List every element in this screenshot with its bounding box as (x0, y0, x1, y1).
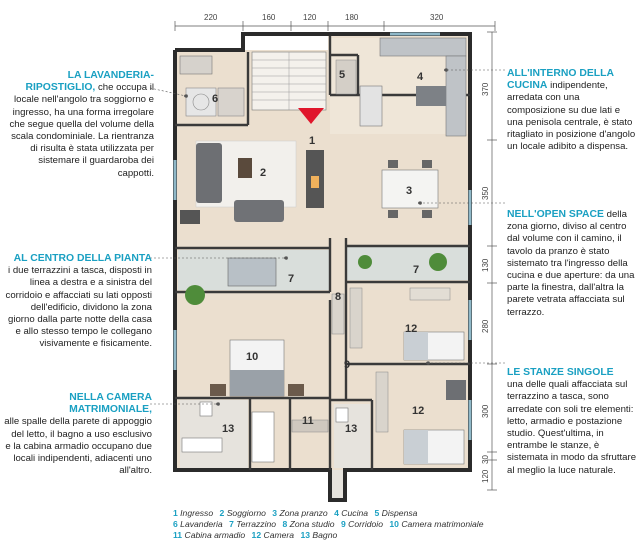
legend-label: Dispensa (381, 508, 418, 518)
legend-number: 5 (374, 508, 380, 518)
legend-number: 13 (300, 530, 311, 540)
legend-label: Corridoio (348, 519, 383, 529)
room-number: 13 (222, 423, 235, 435)
callout-text: i due terrazzini a tasca, disposti in linea a destra e a sinistra del corridoio e affacciati su lati opposti dell'edificio, dividono la zona giorno dalla parte notte della casa e allo stesso tempo le collegano visivamente e fisicamente. (5, 265, 152, 350)
legend-label: Cucina (341, 508, 369, 518)
legend-label: Cabina armadio (184, 530, 246, 540)
dim-right-3: 130 (481, 258, 490, 272)
dim-top-4: 180 (345, 13, 359, 22)
legend-item (334, 508, 368, 518)
callout-text: indipendente, arredata con una composizione su due lati e una penisola centrale, è stato ritagliato in posizione d'angolo un locale adibito a dispensa. (507, 80, 636, 153)
callout-heading: LA LAVANDERIA-RIPOSTIGLIO, (25, 70, 154, 94)
legend-label: Bagno (312, 530, 338, 540)
legend-label: Lavanderia (180, 519, 223, 529)
legend-item (300, 530, 337, 540)
room-number: 5 (339, 69, 346, 81)
dim-right-1: 370 (481, 82, 490, 96)
legend-item (374, 508, 417, 518)
legend-label: Camera matrimoniale (401, 519, 484, 529)
legend (173, 508, 503, 541)
dim-top-2: 160 (262, 13, 276, 22)
dimension-line-top (175, 13, 495, 31)
room-number: 10 (246, 351, 259, 363)
dimension-line-right (481, 32, 497, 490)
legend-item (173, 530, 245, 540)
room-number: 7 (288, 273, 295, 285)
room-number: 8 (335, 291, 342, 303)
legend-item (282, 519, 334, 529)
legend-label: Soggiorno (226, 508, 266, 518)
room-number: 4 (417, 71, 424, 83)
legend-number: 7 (229, 519, 234, 529)
legend-number: 4 (334, 508, 339, 518)
room-number: 12 (405, 323, 418, 335)
dim-top-3: 120 (303, 13, 317, 22)
callout-text: alle spalle della parete di appoggio del letto, il bagno a uso esclusivo e la cabina armadio occupano due locali indipendenti, adiacenti uno all'altro. (4, 416, 152, 477)
legend-item (272, 508, 327, 518)
legend-item (229, 519, 276, 529)
dim-right-6: 30 (481, 455, 490, 464)
dim-right-2: 350 (481, 186, 490, 200)
legend-label: Zona studio (289, 519, 335, 529)
staircase (252, 52, 326, 110)
room-number: 9 (344, 359, 351, 371)
room-number: 12 (412, 405, 425, 417)
callout-camera (4, 392, 152, 477)
legend-number: 8 (282, 519, 288, 529)
room-number: 7 (413, 264, 420, 276)
callout-heading: ALL'INTERNO DELLA CUCINA (507, 68, 614, 92)
legend-number: 9 (340, 519, 346, 529)
room-number: 2 (260, 167, 267, 179)
dim-right-7: 120 (481, 469, 490, 483)
callout-heading: LE STANZE SINGOLE (507, 367, 614, 378)
legend-item (252, 530, 295, 540)
legend-label: Zona pranzo (279, 508, 328, 518)
dim-right-5: 300 (481, 404, 490, 418)
dim-right-4: 280 (481, 319, 490, 333)
legend-item (220, 508, 266, 518)
room-number: 6 (212, 93, 219, 105)
legend-label: Terrazzino (236, 519, 277, 529)
callout-lavanderia (4, 70, 154, 180)
room-number: 11 (302, 415, 314, 427)
legend-label: Camera (263, 530, 295, 540)
legend-number: 1 (173, 508, 178, 518)
legend-number: 3 (272, 508, 278, 518)
legend-item (173, 519, 223, 529)
callout-heading: NELLA CAMERA MATRIMONIALE, (69, 392, 152, 416)
callout-openspace (507, 209, 637, 319)
legend-item (173, 508, 213, 518)
dim-top-5: 320 (430, 13, 444, 22)
room-number: 13 (345, 423, 358, 435)
dim-top-1: 220 (204, 13, 218, 22)
legend-number: 12 (251, 530, 262, 540)
legend-label: Ingresso (180, 508, 214, 518)
room-number: 3 (406, 185, 413, 197)
legend-number: 6 (173, 519, 178, 529)
callout-centro (4, 253, 152, 351)
legend-item (389, 519, 483, 529)
callout-text: della zona giorno, diviso al centro dal volume con il camino, il tavolo da pranzo è stato sistemato tra l'ingresso della cucina e due aperture: da una parte la finestra, dall'altra la parete vetrata affacciata sul terrazzo. (507, 209, 635, 318)
legend-number: 11 (173, 530, 183, 540)
callout-stanze (507, 367, 637, 477)
callout-cucina (507, 68, 637, 153)
room-number: 1 (309, 135, 316, 147)
callout-text: che occupa il locale nell'angolo tra soggiorno e ingresso, ha una forma irregolare che segue quella del volume della scala condominiale. La rientranza di risulta è stata utilizzata per sistemare il guardaroba dei cappotti. (9, 82, 154, 179)
callout-heading: NELL'OPEN SPACE (507, 209, 604, 220)
legend-item (341, 519, 383, 529)
callout-text: una delle quali affacciata sul terrazzino a tasca, sono arredate con soli tre elementi: letto, armadio e postazione studio. Quest'ultima, in entrambe le stanze, è sistemata in modo da sfruttare al meglio la luce naturale. (507, 379, 637, 476)
legend-number: 10 (389, 519, 399, 529)
legend-number: 2 (219, 508, 225, 518)
callout-heading: AL CENTRO DELLA PIANTA (13, 253, 152, 264)
